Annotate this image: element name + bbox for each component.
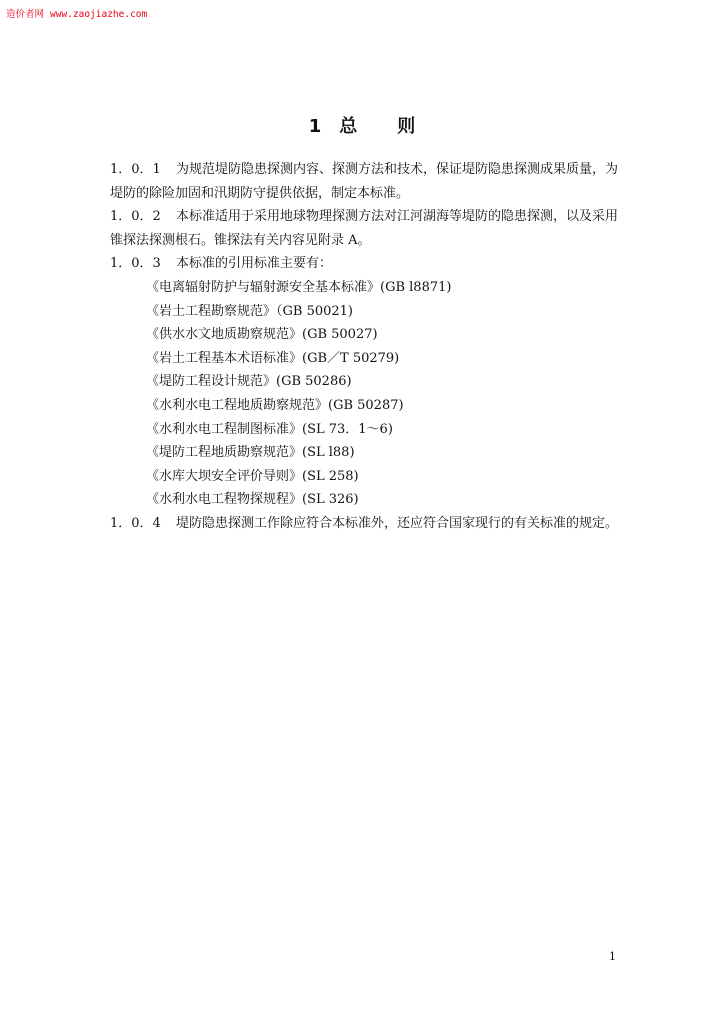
watermark-brand: 造价者网	[6, 9, 45, 20]
clause-number: 1．0．2	[110, 209, 161, 225]
document-body	[110, 158, 618, 536]
chapter-title-char-1: 总	[339, 116, 358, 137]
referenced-standard: 《岩土工程勘察规范》（GB 50021)	[146, 303, 353, 319]
referenced-standard: 《水利水电工程物探规程》(SL 326)	[146, 492, 359, 508]
referenced-standard: 《堤防工程地质勘察规范》(SL l88)	[146, 445, 355, 461]
referenced-standard: 《岩土工程基本术语标准》(GB／T 50279)	[146, 350, 400, 366]
clause-number: 1．0．3	[110, 256, 161, 272]
referenced-standard: 《电离辐射防护与辐射源安全基本标准》(GB l8871)	[146, 279, 452, 295]
referenced-standard: 《水库大坝安全评价导则》(SL 258)	[146, 468, 359, 484]
page-number: 1	[609, 950, 616, 963]
chapter-number: 1	[308, 116, 322, 137]
watermark	[6, 6, 147, 20]
watermark-site: www.zaojiazhe.com	[50, 9, 148, 20]
clause-1-0-2	[110, 205, 618, 252]
referenced-standards-list	[110, 276, 618, 512]
referenced-standard: 《水利水电工程制图标准》(SL 73．1～6)	[146, 421, 393, 437]
referenced-standard: 《堤防工程设计规范》(GB 50286)	[146, 374, 352, 390]
clause-text: 堤防隐患探测工作除应符合本标准外，还应符合国家现行的有关标准的规定。	[176, 515, 619, 531]
clause-number: 1．0．1	[110, 162, 161, 177]
clause-text: 本标准的引用标准主要有：	[176, 256, 333, 272]
clause-1-0-4	[110, 512, 618, 536]
clause-1-0-1	[110, 158, 618, 205]
referenced-standard: 《水利水电工程地质勘察规范》(GB 50287)	[146, 397, 404, 413]
clause-text: 为规范堤防隐患探测内容、探测方法和技术，保证堤防隐患探测成果质量，为堤防的除险加固和汛期防守提供依据，制定本标准。	[110, 162, 619, 201]
chapter-title-char-2: 则	[397, 116, 416, 137]
chapter-title	[0, 112, 724, 138]
clause-number: 1．0．4	[110, 515, 161, 531]
clause-text: 本标准适用于采用地球物理探测方法对江河湖海等堤防的隐患探测，以及采用锥探法探测根石。锥探法有关内容见附录 A。	[110, 209, 619, 248]
referenced-standard: 《供水水文地质勘察规范》(GB 50027)	[146, 327, 378, 343]
clause-1-0-3	[110, 252, 618, 276]
